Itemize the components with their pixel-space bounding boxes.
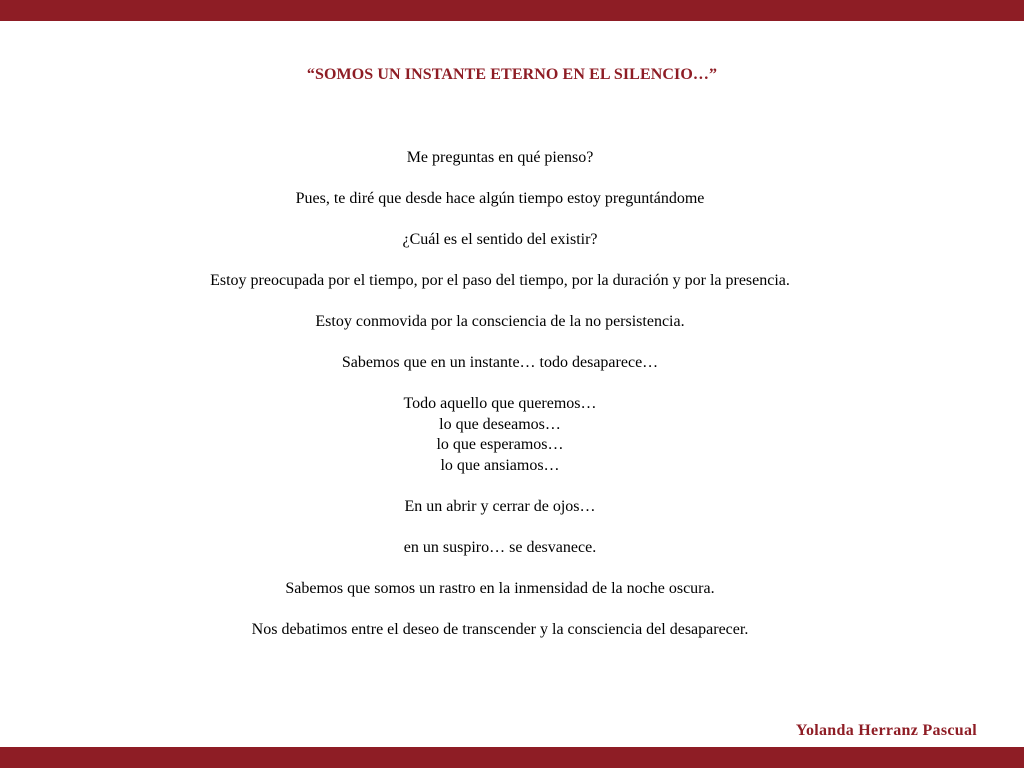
poem-body [0, 148, 1000, 661]
poem-line: ¿Cuál es el sentido del existir? [402, 231, 598, 248]
top-bar [0, 0, 1024, 21]
stanza [0, 394, 1000, 476]
stanza [0, 497, 1000, 518]
stanza [0, 271, 1000, 292]
stanza [0, 538, 1000, 559]
stanza [0, 312, 1000, 333]
poem-line: lo que deseamos… [439, 415, 561, 433]
author-name: Yolanda Herranz Pascual [795, 722, 977, 739]
page-title: “SOMOS UN INSTANTE ETERNO EN EL SILENCIO…” [306, 66, 718, 83]
stanza [0, 620, 1000, 641]
poem-line: lo que esperamos… [436, 436, 564, 453]
poem-line: Nos debatimos entre el deseo de transcender y la consciencia del desaparecer. [251, 620, 749, 638]
poem-line: en un suspiro… se desvanece. [403, 538, 597, 556]
poem-line: Sabemos que somos un rastro en la inmensidad de la noche oscura. [285, 579, 715, 597]
stanza [0, 230, 1000, 251]
poem-line: lo que ansiamos… [440, 456, 560, 474]
poem-line: Pues, te diré que desde hace algún tiempo estoy preguntándome [295, 190, 705, 207]
poem-line: En un abrir y cerrar de ojos… [404, 497, 596, 515]
poem-line: Todo aquello que queremos… [403, 395, 597, 412]
bottom-bar [0, 747, 1024, 768]
stanza [0, 353, 1000, 374]
poem-line: Sabemos que en un instante… todo desaparece… [341, 354, 659, 371]
poem-line: Estoy conmovida por la consciencia de la no persistencia. [315, 313, 685, 330]
poem-line: Estoy preocupada por el tiempo, por el paso del tiempo, por la duración y por la presencia. [210, 272, 790, 289]
stanza [0, 148, 1000, 169]
stanza [0, 579, 1000, 600]
poem-line: Me preguntas en qué pienso? [406, 149, 594, 166]
stanza [0, 189, 1000, 210]
